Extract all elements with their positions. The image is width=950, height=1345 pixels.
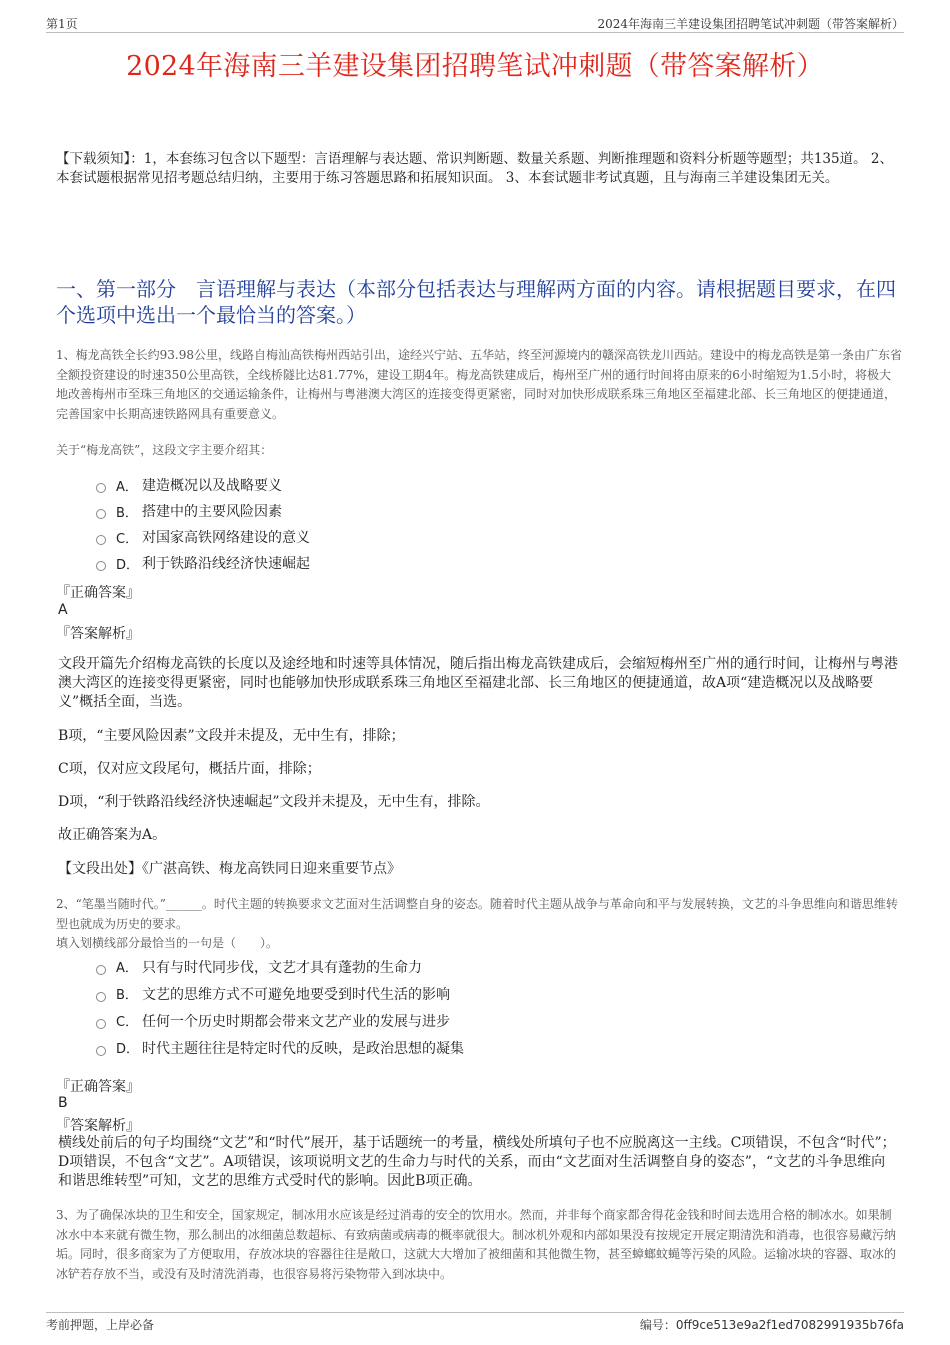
option-a[interactable]: A． 只有与时代同步伐，文艺才具有蓬勃的生命力 [96, 953, 796, 980]
radio-icon[interactable] [96, 509, 106, 519]
option-d[interactable]: D． 利于铁路沿线经济快速崛起 [96, 550, 796, 576]
analysis-paragraph: B项，“主要风险因素”文段并未提及，无中生有，排除； [58, 728, 405, 744]
page-number: 第1页 [46, 17, 78, 31]
analysis-paragraph: 故正确答案为A。 [58, 827, 167, 843]
question-2-options [96, 953, 796, 1061]
option-d[interactable]: D． 时代主题往往是特定时代的反映，是政治思想的凝集 [96, 1034, 796, 1061]
page-header [46, 14, 904, 33]
radio-icon[interactable] [96, 965, 106, 975]
radio-icon[interactable] [96, 1019, 106, 1029]
footer-slogan: 考前押题，上岸必备 [46, 1318, 155, 1332]
analysis-paragraph: D项，“利于铁路沿线经济快速崛起”文段并未提及，无中生有，排除。 [58, 794, 490, 810]
option-c[interactable]: C． 任何一个历史时期都会带来文艺产业的发展与进步 [96, 1007, 796, 1034]
document-title: 2024年海南三羊建设集团招聘笔试冲刺题（带答案解析） [126, 51, 824, 82]
question-1-text: 1、梅龙高铁全长约93.98公里，线路自梅汕高铁梅州西站引出，途经兴宁站、五华站，终至河源境内的赣深高铁龙川西站。建设中的梅龙高铁是第一条由广东省全额投资建设的时速350公里高铁，全线桥隧比达81.77%，建设工期4年。梅龙高铁建成后，梅州至广州的通行时间将由原来的6小时缩短为1.5小时，将极大地改善梅州市至珠三角地区的交通运输条件，让梅州与粤港澳大湾区的连接变得更紧密，同时对加快形成联系珠三角地区至福建北部、长三角地区的便捷通道，完善国家中长期高速铁路网具有重要意义。 [56, 348, 902, 421]
correct-answer: B [58, 1095, 68, 1111]
question-1-options [96, 472, 796, 576]
analysis-label: 『答案解析』 [56, 626, 140, 642]
document-code: 编号：0ff9ce513e9a2f1ed7082991935b76fa [639, 1318, 904, 1332]
question-2-text: 2、“笔墨当随时代。”______。时代主题的转换要求文艺面对生活调整自身的姿态。随着时代主题从战争与革命向和平与发展转换，文艺的斗争思维向和谐思维转型也就成为历史的要求。 [56, 897, 898, 931]
radio-icon[interactable] [96, 535, 106, 545]
correct-answer: A [58, 602, 68, 618]
question-1-prompt: 关于“梅龙高铁”，这段文字主要介绍其： [56, 443, 273, 457]
radio-icon[interactable] [96, 992, 106, 1002]
analysis-paragraph: 文段开篇先介绍梅龙高铁的长度以及途经地和时速等具体情况，随后指出梅龙高铁建成后，会缩短梅州至广州的通行时间，让梅州与粤港澳大湾区的连接变得更紧密，同时也能够加快形成联系珠三角地区至福建北部、长三角地区的便捷通道，故A项“建造概况以及战略要义”概括全面，当选。 [58, 656, 898, 710]
download-notice: 【下载须知】：1，本套练习包含以下题型：言语理解与表达题、常识判断题、数量关系题、判断推理题和资料分析题等题型；共135道。 2、本套试题根据常见招考题总结归纳，主要用于练习答题思路和拓展知识面。 3、本套试题非考试真题，且与海南三羊建设集团无关。 [56, 151, 893, 186]
source-citation: 【文段出处】《广湛高铁、梅龙高铁同日迎来重要节点》 [58, 861, 401, 877]
radio-icon[interactable] [96, 1046, 106, 1056]
correct-answer-label: 『正确答案』 [56, 585, 140, 601]
question-2-prompt: 填入划横线部分最恰当的一句是（ ）。 [56, 936, 279, 950]
analysis-paragraph: C项，仅对应文段尾句，概括片面，排除； [58, 761, 321, 777]
radio-icon[interactable] [96, 483, 106, 493]
page-footer [46, 1312, 904, 1333]
section-heading: 一、第一部分 言语理解与表达（本部分包括表达与理解两方面的内容。请根据题目要求，在四个选项中选出一个最恰当的答案。） [56, 277, 896, 327]
header-doc-title: 2024年海南三羊建设集团招聘笔试冲刺题（带答案解析） [597, 17, 904, 31]
analysis-paragraph: 横线处前后的句子均围绕“文艺”和“时代”展开，基于话题统一的考量，横线处所填句子也不应脱离这一主线。C项错误，不包含“时代”；D项错误，不包含“文艺”。A项错误，该项说明文艺的生命力与时代的关系，而由“文艺面对生活调整自身的姿态”，“文艺的斗争思维向和谐思维转型”可知，文艺的思维方式受时代的影响。因此B项正确。 [58, 1135, 896, 1189]
option-b[interactable]: B． 搭建中的主要风险因素 [96, 498, 796, 524]
analysis-label: 『答案解析』 [56, 1118, 140, 1134]
radio-icon[interactable] [96, 561, 106, 571]
question-3-text: 3、为了确保冰块的卫生和安全，国家规定，制冰用水应该是经过消毒的安全的饮用水。然而，并非每个商家都舍得花金钱和时间去选用合格的制冰水。如果制冰水中本来就有微生物，那么制出的冰细菌总数超标、有致病菌或病毒的概率就很大。制冰机外观和内部如果没有按规定开展定期清洗和消毒，也很容易藏污纳垢。同时，很多商家为了方便取用，存放冰块的容器往往是敞口，这就大大增加了被细菌和其他微生物，甚至蟑螂蚊蝇等污染的风险。运输冰块的容器、取冰的冰铲若存放不当，或没有及时清洗消毒，也很容易将污染物带入到冰块中。 [56, 1208, 897, 1281]
option-c[interactable]: C． 对国家高铁网络建设的意义 [96, 524, 796, 550]
option-b[interactable]: B． 文艺的思维方式不可避免地要受到时代生活的影响 [96, 980, 796, 1007]
correct-answer-label: 『正确答案』 [56, 1079, 140, 1095]
option-a[interactable]: A． 建造概况以及战略要义 [96, 472, 796, 498]
